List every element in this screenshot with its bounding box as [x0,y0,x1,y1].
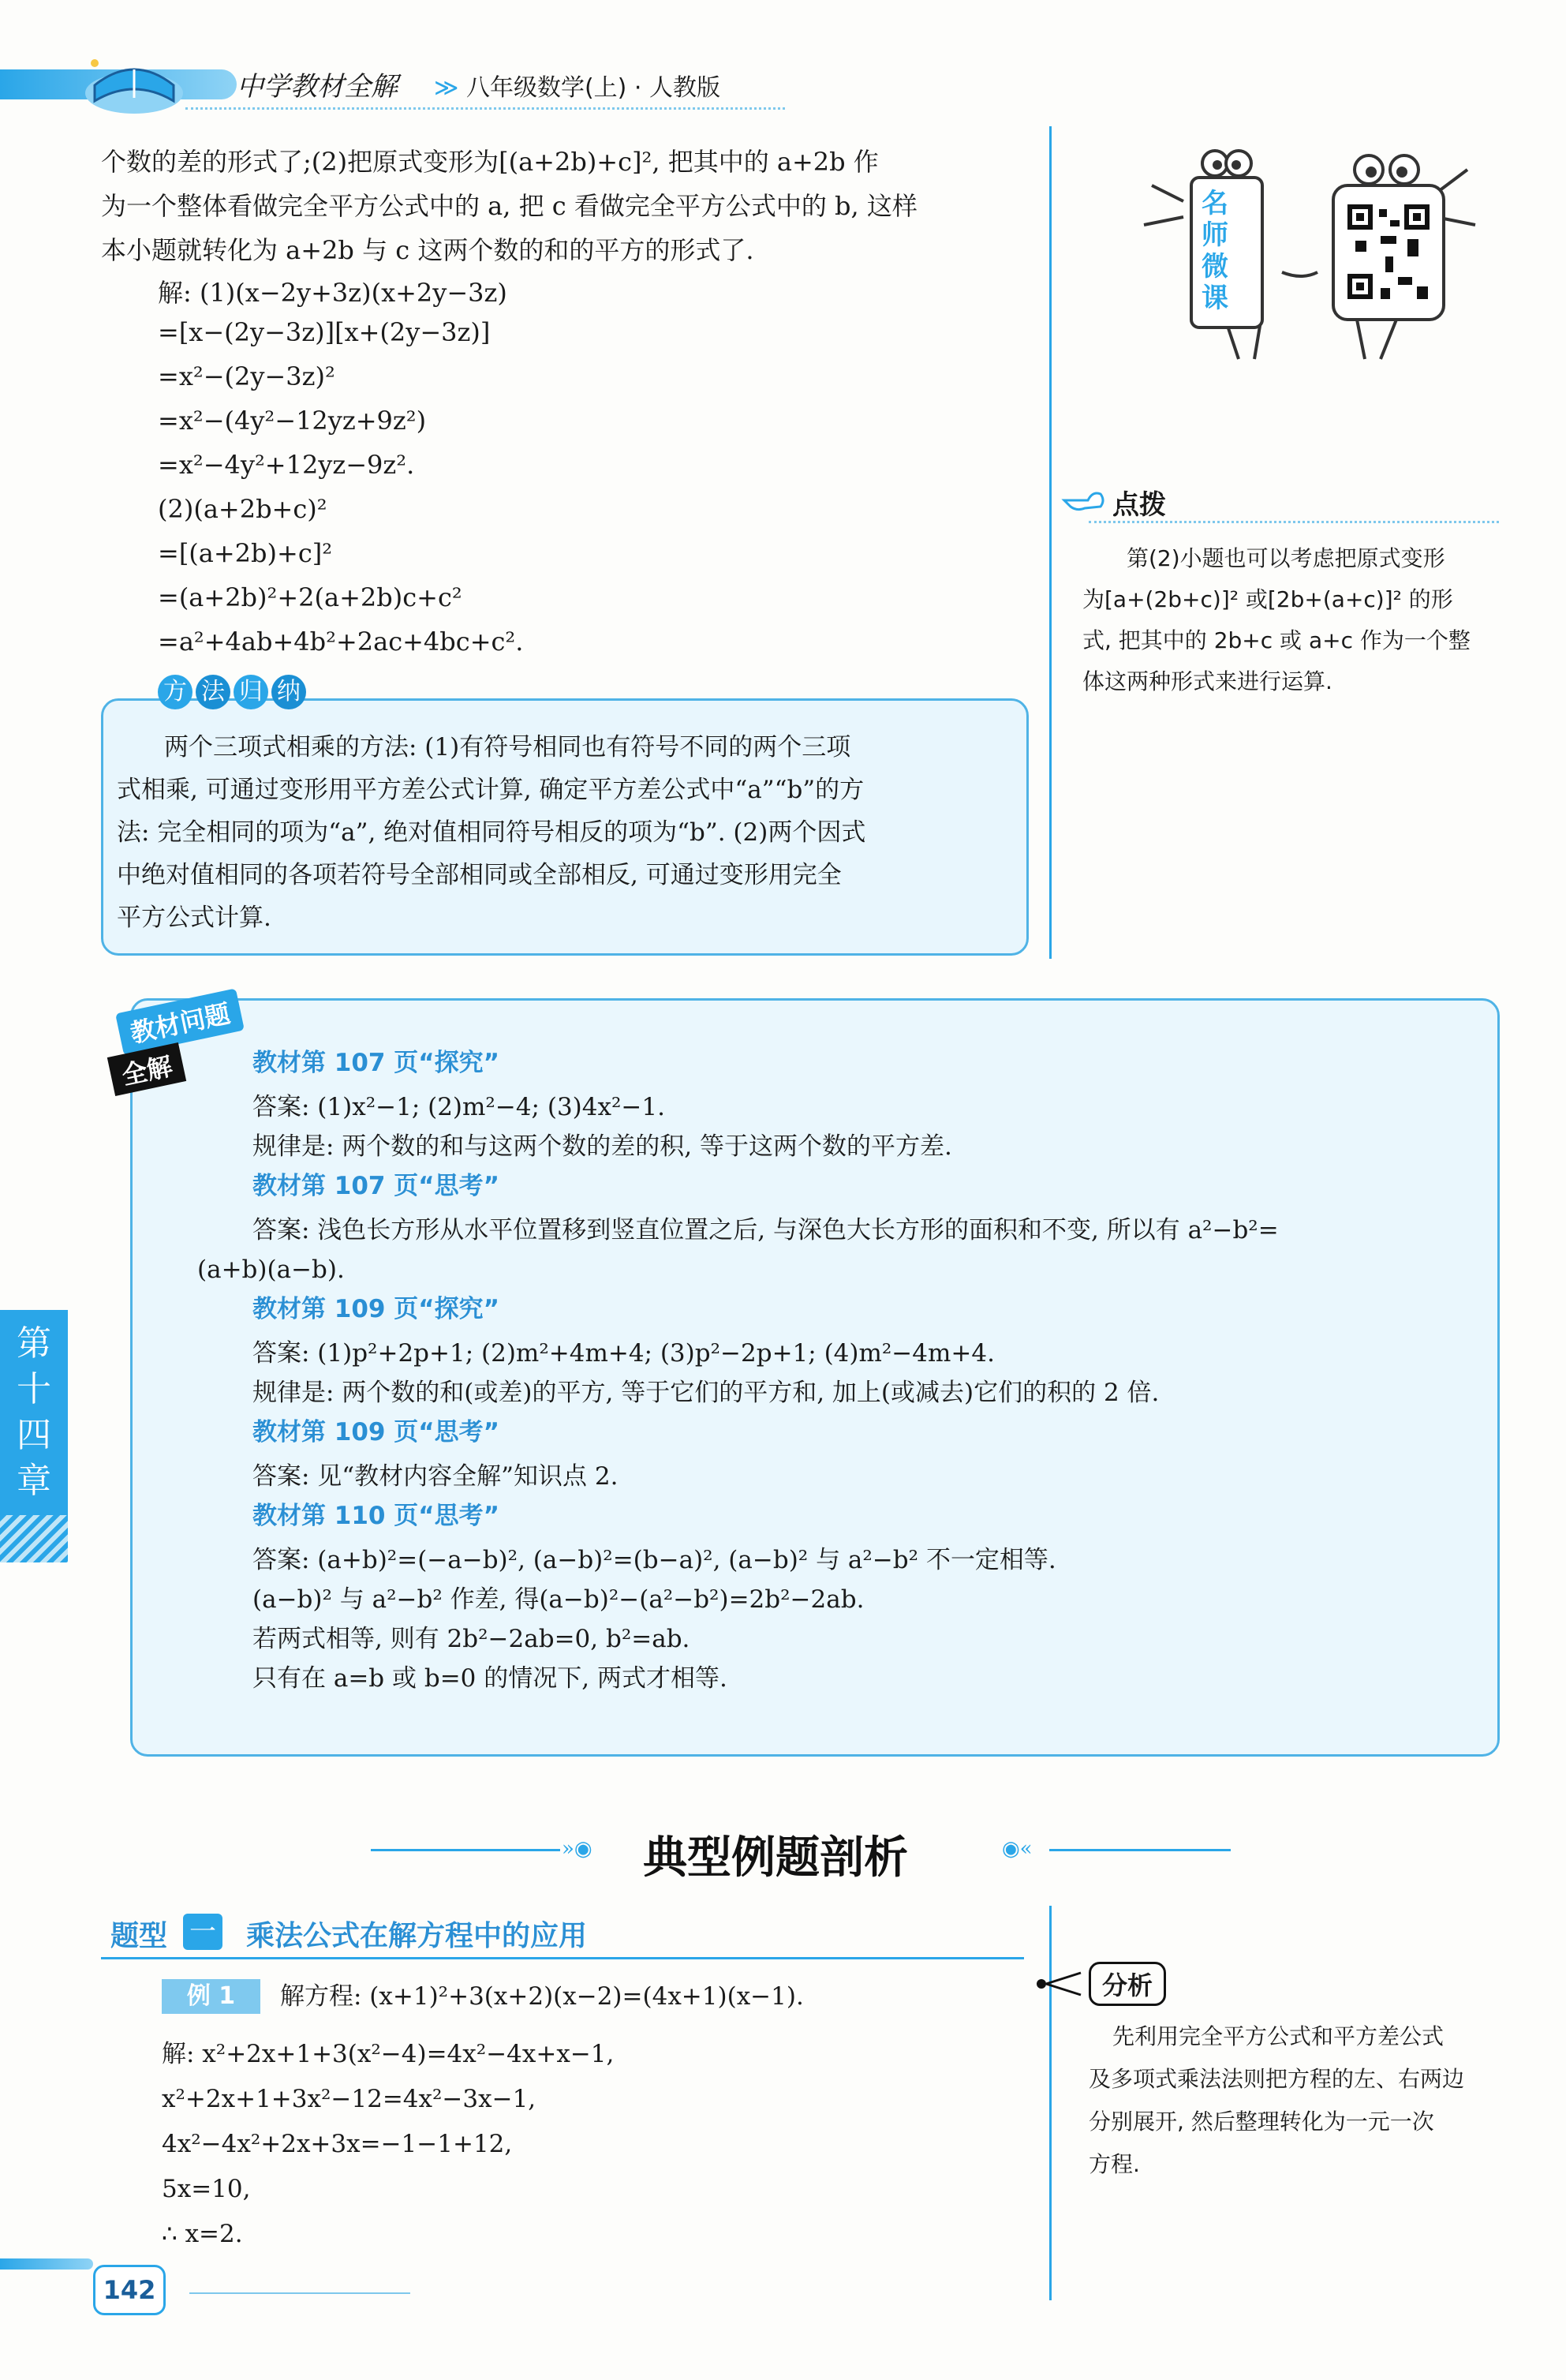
analysis-line: 先利用完全平方公式和平方差公式 [1112,2023,1445,2049]
step-line: (2)(a+2b+c)² [158,494,327,524]
section-rule-left [371,1849,560,1851]
scissors-icon [1033,1968,1089,2000]
book-logo-icon [79,46,189,117]
textbook-item-heading: 教材第 109 页“探究” [252,1295,500,1323]
page-number: 142 [93,2265,166,2315]
step-line: 解: (1)(x−2y+3z)(x+2y−3z) [158,278,507,308]
footer-bar [0,2258,93,2270]
example-line: 解: x²+2x+1+3(x²−4)=4x²−4x+x−1, [162,2040,615,2068]
intro-line: 个数的差的形式了;(2)把原式变形为[(a+2b)+c]², 把其中的 a+2b 作 [101,147,879,177]
textbook-line: (a+b)(a−b). [197,1255,345,1284]
example-badge: 例 1 [162,1979,260,2014]
example-line: 4x²−4x²+2x+3x=−1−1+12, [162,2130,513,2158]
section-title: 典型例题剖析 [643,1832,908,1884]
method-line: 两个三项式相乘的方法: (1)有符号相同也有符号不同的两个三项 [164,733,851,762]
section-rule-right [1049,1849,1231,1851]
method-line: 法: 完全相同的项为“a”, 绝对值相同符号相反的项为“b”. (2)两个因式 [117,818,866,847]
analysis-body [1089,2015,1464,2186]
intro-line: 本小题就转化为 a+2b 与 c 这两个数的和的平方的形式了. [101,235,754,265]
pointing-hand-icon [1061,483,1108,518]
method-line: 式相乘, 可通过变形用平方差公式计算, 确定平方差公式中“a”“b”的方 [117,776,865,804]
tip-title: 点拨 [1112,489,1166,521]
textbook-line: 规律是: 两个数的和与这两个数的差的积, 等于这两个数的平方差. [252,1132,952,1161]
textbook-items [197,1043,1483,1698]
tip-divider [1089,521,1499,525]
method-tag: 法 [196,675,230,709]
analysis-line: 分别展开, 然后整理转化为一元一次 [1089,2109,1434,2135]
textbook-answer: 答案: 浅色长方形从水平位置移到竖直位置之后, 与深色大长方形的面积和不变, 所以有 a²−b²= [252,1216,1279,1244]
chapter-side-stripe [0,1515,68,1562]
analysis-line: 方程. [1089,2151,1140,2177]
step-line: =(a+2b)²+2(a+2b)c+c² [158,582,462,612]
topic-underline [101,1957,1024,1959]
textbook-answer: 答案: (1)p²+2p+1; (2)m²+4m+4; (3)p²−2p+1; (4)m²−4m+4. [252,1339,995,1368]
method-tag: 归 [234,675,268,709]
method-line: 平方公式计算. [117,904,271,932]
step-line: =a²+4ab+4b²+2ac+4bc+c². [158,627,524,657]
method-tag: 纳 [271,675,306,709]
tip-line: 体这两种形式来进行运算. [1082,668,1332,694]
column-divider-lower [1049,1906,1052,2300]
step-line: =x²−(4y²−12yz+9z²) [158,406,427,436]
footer-rule [189,2292,410,2294]
textbook-answer: 答案: 见“教材内容全解”知识点 2. [252,1462,619,1491]
topic-number: 一 [183,1914,222,1950]
step-line: =x²−4y²+12yz−9z². [158,450,415,480]
chapter-label: 第十四章 [17,1323,51,1501]
method-text [117,726,1016,939]
analysis-line: 及多项式乘法法则把方程的左、右两边 [1089,2066,1465,2092]
chevron-left-icon: ◉« [1002,1837,1033,1861]
example-line: ∴ x=2. [162,2220,243,2248]
series-title: 中学教材全解 [237,71,398,103]
method-tags [158,675,306,709]
analysis-title: 分析 [1089,1962,1166,2006]
method-tag: 方 [158,675,192,709]
intro-line: 为一个整体看做完全平方公式中的 a, 把 c 看做完全平方公式中的 b, 这样 [101,191,918,221]
textbook-badge: 教材问题 [115,988,245,1055]
tip-line: 式, 把其中的 2b+c 或 a+c 作为一个整 [1082,627,1471,653]
example-solution [162,2032,614,2257]
example-line: 5x=10, [162,2175,251,2203]
step-line: =x²−(2y−3z)² [158,361,335,391]
textbook-line: 只有在 a=b 或 b=0 的情况下, 两式才相等. [252,1664,727,1693]
topic-label: 题型 [110,1920,168,1952]
method-line: 中绝对值相同的各项若符号全部相同或全部相反, 可通过变形用完全 [117,861,842,889]
header-divider [185,107,785,110]
textbook-item-heading: 教材第 107 页“探究” [252,1049,500,1077]
textbook-answer: 答案: (1)x²−1; (2)m²−4; (3)4x²−1. [252,1093,665,1121]
topic-title: 乘法公式在解方程中的应用 [246,1920,588,1952]
textbook-line: (a−b)² 与 a²−b² 作差, 得(a−b)²−(a²−b²)=2b²−2ab. [252,1585,865,1614]
textbook-line: 若两式相等, 则有 2b²−2ab=0, b²=ab. [252,1625,690,1653]
tip-line: 第(2)小题也可以考虑把原式变形 [1127,545,1445,571]
textbook-line: 规律是: 两个数的和(或差)的平方, 等于它们的平方和, 加上(或减去)它们的积的 2 倍. [252,1379,1160,1407]
step-line: =[(a+2b)+c]² [158,538,333,568]
tip-body [1082,538,1471,702]
example-line: x²+2x+1+3x²−12=4x²−3x−1, [162,2085,536,2113]
book-subtitle: ≫ 八年级数学(上) · 人教版 [434,74,720,102]
example-problem: 解方程: (x+1)²+3(x+2)(x−2)=(4x+1)(x−1). [280,1982,804,2011]
textbook-item-heading: 教材第 107 页“思考” [252,1172,500,1200]
textbook-answer: 答案: (a+b)²=(−a−b)², (a−b)²=(b−a)², (a−b)² 与 a²−b² 不一定相等. [252,1546,1056,1574]
chevron-right-icon: »◉ [562,1837,592,1861]
tip-line: 为[a+(2b+c)]² 或[2b+(a+c)]² 的形 [1082,586,1453,612]
chapter-side-tab [0,1310,68,1515]
textbook-item-heading: 教材第 109 页“思考” [252,1418,500,1446]
textbook-item-heading: 教材第 110 页“思考” [252,1502,500,1530]
qr-card-illustration [1104,138,1499,375]
textbook-badge-sub: 全解 [107,1042,186,1096]
column-divider [1049,126,1052,959]
qr-card-label: 名师微课 [1202,188,1228,314]
step-line: =[x−(2y−3z)][x+(2y−3z)] [158,317,491,347]
